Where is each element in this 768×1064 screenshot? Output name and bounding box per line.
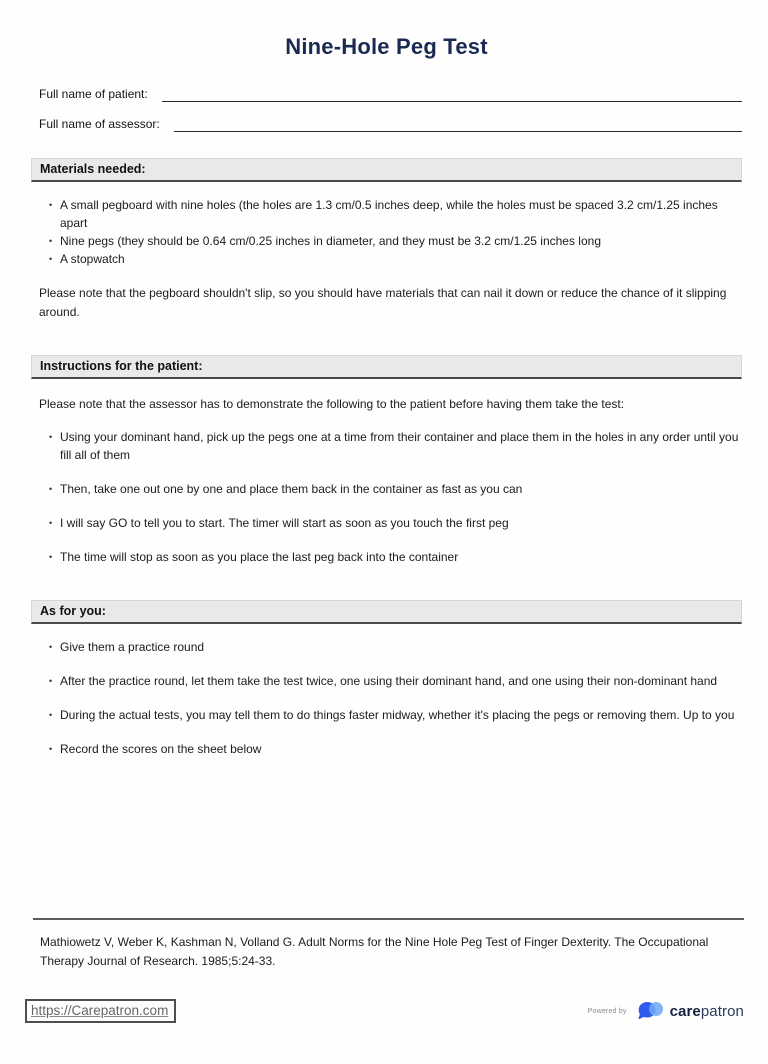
carepatron-logo (636, 1000, 744, 1023)
materials-note: Please note that the pegboard shouldn't slip, so you should have materials that can nail it down or reduce the chance of it slipping around. (39, 286, 727, 319)
reference-block (33, 918, 744, 971)
reference-divider (33, 918, 744, 920)
list-item: • The time will stop as soon as you place the last peg back into the container (49, 548, 742, 566)
list-item: • A stopwatch (49, 250, 742, 268)
powered-by-group (588, 1000, 744, 1023)
assessor-name-label: Full name of assessor: (39, 117, 160, 131)
powered-by-label: Powered by (587, 1007, 627, 1015)
section-heading-materials: Materials needed: (31, 158, 742, 182)
patient-name-row (31, 86, 742, 102)
list-item: • After the practice round, let them take the test twice, one using their dominant hand, and one using their non-dominant hand (49, 672, 742, 690)
instructions-list (31, 428, 742, 566)
carepatron-logo-icon (636, 1000, 666, 1023)
assessor-name-field[interactable] (174, 116, 742, 132)
list-item: • Then, take one out one by one and place them back in the container as fast as you can (49, 480, 742, 498)
patient-name-field[interactable] (162, 86, 742, 102)
patient-name-label: Full name of patient: (39, 87, 148, 101)
carepatron-link[interactable]: https://Carepatron.com (25, 999, 176, 1023)
section-heading-as-for-you: As for you: (31, 600, 742, 624)
assessor-steps-list (31, 638, 742, 758)
section-heading-instructions: Instructions for the patient: (31, 355, 742, 379)
list-item: • Give them a practice round (49, 638, 742, 656)
list-item: • Nine pegs (they should be 0.64 cm/0.25 inches in diameter, and they must be 3.2 cm/1.25 inches long (49, 232, 742, 250)
list-item: • During the actual tests, you may tell them to do things faster midway, whether it's placing the pegs or removing them. Up to you (49, 706, 742, 724)
list-item: • I will say GO to tell you to start. The timer will start as soon as you touch the first peg (49, 514, 742, 532)
assessor-name-row (31, 116, 742, 132)
list-item: • Record the scores on the sheet below (49, 740, 742, 758)
list-item: • A small pegboard with nine holes (the holes are 1.3 cm/0.5 inches deep, while the holes must be spaced 3.2 cm/1.25 inches apart (49, 196, 742, 232)
page-title: Nine-Hole Peg Test (285, 34, 488, 59)
footer (25, 999, 744, 1023)
materials-list (31, 196, 742, 268)
list-item: • Using your dominant hand, pick up the pegs one at a time from their container and place them in the holes in any order until you fill all of them (49, 428, 742, 464)
carepatron-logo-text: carepatron (669, 1002, 744, 1020)
instructions-intro: Please note that the assessor has to demonstrate the following to the patient before having them take the test: (39, 397, 625, 411)
reference-citation: Mathiowetz V, Weber K, Kashman N, Volland G. Adult Norms for the Nine Hole Peg Test of Finger Dexterity. The Occupational Therapy Journal of Research. 1985;5:24-33. (40, 935, 709, 968)
